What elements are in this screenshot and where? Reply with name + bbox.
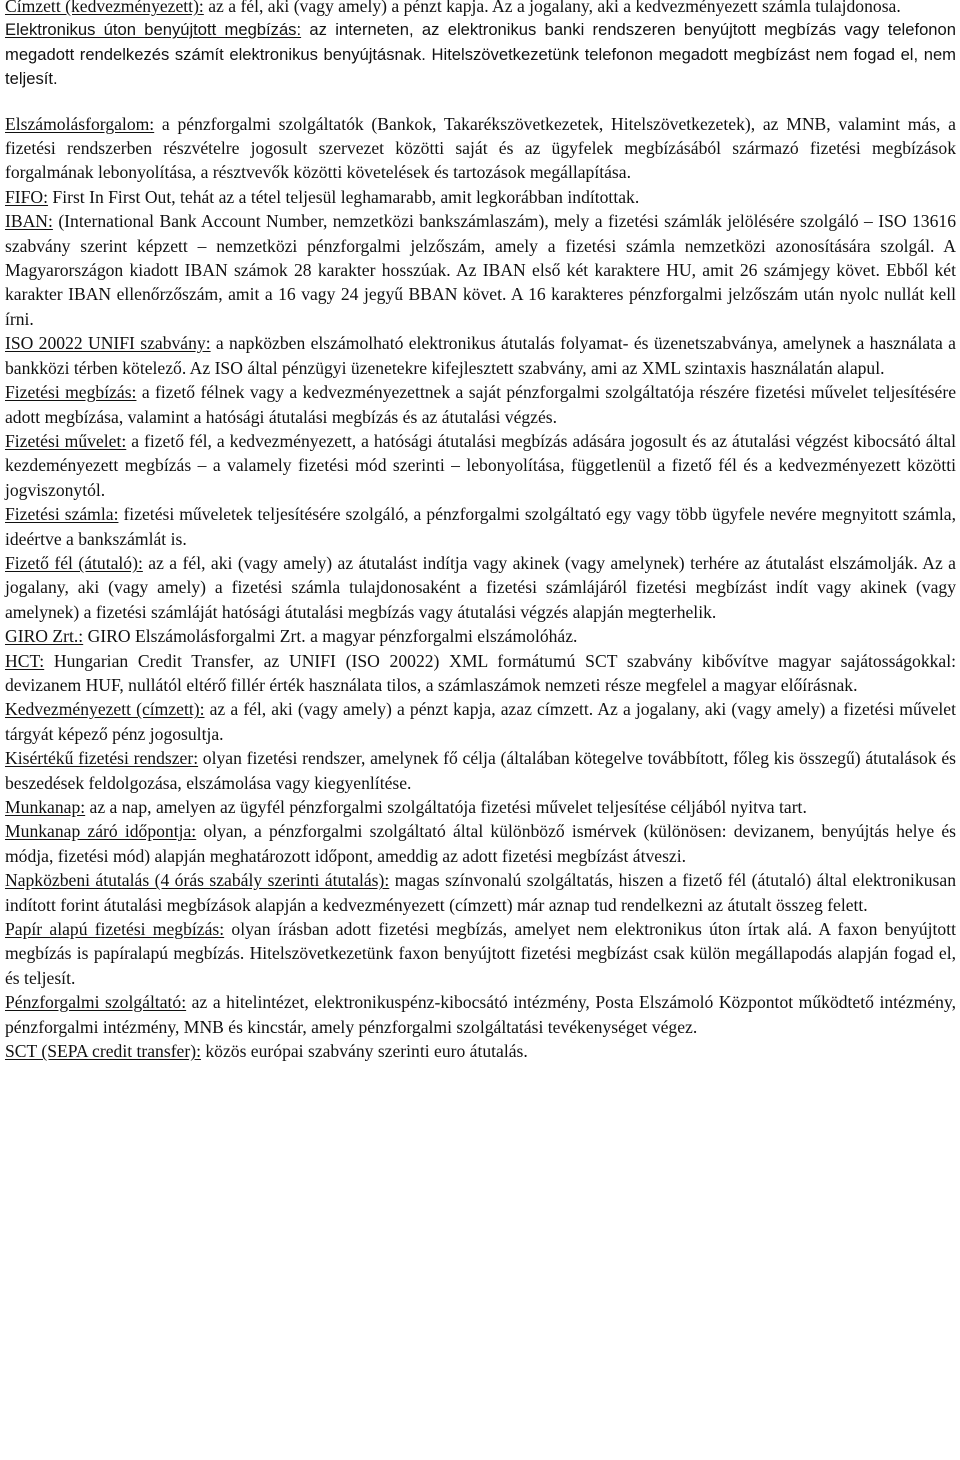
glossary-term: Elszámolásforgalom:	[5, 113, 155, 134]
glossary-entry-fizetesi-muvelet	[5, 429, 956, 502]
glossary-term: Fizetési művelet:	[5, 430, 127, 451]
glossary-entry-penzforgalmi-szolgaltato	[5, 990, 956, 1039]
glossary-term: Kedvezményezett (címzett):	[5, 699, 205, 720]
glossary-entry-fizeto-fel	[5, 551, 956, 624]
glossary-definition: az a fél, aki (vagy amely) az átutalást indítja vagy akinek (vagy amelynek) terhére az átutalást elszámolják. Az a jogalany, aki (vagy amely) a fizetési számla tulajdonosaként a fizetési számlájáról fizetési megbízást indít vagy akinek (vagy amelynek) a fizetési számláját hatósági átutalási megbízás vagy átutalási végzés alapján megterhelik.	[5, 552, 956, 622]
glossary-entry-fifo	[5, 185, 956, 209]
glossary-definition: az a nap, amelyen az ügyfél pénzforgalmi szolgáltatója fizetési művelet teljesítése céljából nyitva tart.	[85, 797, 807, 817]
glossary-entry-iso-20022	[5, 331, 956, 380]
glossary-definition: First In First Out, tehát az a tétel teljesül leghamarabb, amit legkorábban indítottak.	[48, 186, 640, 207]
glossary-definition: közös európai szabvány szerinti euro átutalás.	[200, 1041, 528, 1062]
glossary-entry-elektronikus-megbizas	[5, 18, 956, 91]
glossary-entry-hct	[5, 649, 956, 698]
glossary-term: ISO 20022 UNIFI szabvány:	[5, 333, 211, 354]
glossary-term: Pénzforgalmi szolgáltató:	[5, 992, 187, 1013]
glossary-definition: az a hitelintézet, elektronikuspénz-kibocsátó intézmény, Posta Elszámoló Központot működtető intézmény, pénzforgalmi intézmény, MNB és kincstár, amely pénzforgalmi szolgáltatási tevékenységet végez.	[5, 992, 957, 1037]
glossary-term: Munkanap:	[5, 797, 86, 817]
glossary-entry-papir-alapu-megbizas	[5, 917, 956, 990]
glossary-definition: az a fél, aki (vagy amely) a pénzt kapja, azaz címzett. Az a jogalany, aki (vagy amely) a fizetési művelet tárgyát képező pénz jogosultja.	[5, 699, 956, 744]
glossary-definition: a pénzforgalmi szolgáltatók (Bankok, Takarékszövetkezetek, Hitelszövetkezetek), az MNB, valamint más, a fizetési rendszerben részvételre jogosult szervezet közötti saját és az ügyfelek megbízásából származó fizetési megbízások forgalmának lebonyolítása, a résztvevők közötti követelések és tartozások megállapítása.	[5, 113, 956, 183]
glossary-definition: magas színvonalú szolgáltatás, hiszen a fizető fél (átutaló) által elektronikusan indított forint átutalási megbízások alapján a kedvezményezett (címzett) már aznap tud rendelkezni az átutalt összeg felett.	[5, 870, 956, 915]
glossary-term: FIFO:	[5, 186, 49, 207]
glossary-definition: olyan, a pénzforgalmi szolgáltató által különböző ismérvek (különösen: devizanem, benyújtás helye és módja, fizetési mód) alapján meghatározott időpont, ameddig az adott fizetési megbízást átveszi.	[5, 821, 956, 866]
glossary-entry-kisierteku-rendszer	[5, 746, 956, 795]
glossary-definition: (International Bank Account Number, nemzetközi bankszámlaszám), mely a fizetési számlák jelölésére szolgáló – ISO 13616 szabvány szerint képzett – nemzetközi pénzforgalmi jelzőszám, amely a fizetési számla nemzetközi azonosítására szolgál. A Magyarországon kiadott IBAN számok 28 karakter hosszúak. Az IBAN első két karaktere HU, amit 26 számjegy követ. Ebből két karakter IBAN ellenőrzőszám, amit a 16 vagy 24 jegyű BBAN követ. A 16 karakteres pénzforgalmi jelzőszám után nyolc nullát kell írni.	[5, 211, 956, 329]
glossary-definition: fizetési műveletek teljesítésére szolgáló, a pénzforgalmi szolgáltató egy vagy több ügyfele nevére megnyitott számla, ideértve a bankszámlát is.	[5, 504, 956, 549]
glossary-term: Elektronikus úton benyújtott megbízás:	[5, 20, 302, 40]
glossary-term: Kisértékű fizetési rendszer:	[5, 748, 199, 769]
glossary-entry-cimzett	[5, 0, 956, 18]
glossary-term: Munkanap záró időpontja:	[5, 821, 197, 842]
glossary-definition: olyan írásban adott fizetési megbízás, amelyet nem elektronikus úton írtak alá. A faxon benyújtott megbízás is papíralapú megbízás. Hitelszövetkezetünk faxon benyújtott fizetési megbízást csak külön megállapodás alapján fogad el, és teljesít.	[5, 919, 956, 988]
glossary-entry-fizetesi-megbizas	[5, 380, 956, 429]
glossary-entry-napkozbeni-atutalas	[5, 868, 956, 917]
glossary-entry-iban	[5, 209, 956, 331]
glossary-definition: az interneten, az elektronikus banki rendszeren benyújtott megbízás vagy telefonon megadott rendelkezés számít elektronikus benyújtásnak. Hitelszövetkezetünk telefonon megadott megbízást nem fogad el, nem teljesít.	[5, 20, 956, 89]
glossary-term: Fizető fél (átutaló):	[5, 552, 143, 573]
glossary-term: Fizetési számla:	[5, 504, 119, 525]
glossary-term: Papír alapú fizetési megbízás:	[5, 919, 225, 940]
glossary-definition: GIRO Elszámolásforgalmi Zrt. a magyar pénzforgalmi elszámolóház.	[83, 626, 578, 647]
glossary-term: Napközbeni átutalás (4 órás szabály szerinti átutalás):	[5, 870, 390, 891]
glossary-entry-fizetesi-szamla	[5, 502, 956, 551]
glossary-entry-kedvezmenyezett	[5, 697, 956, 746]
glossary-entry-sct	[5, 1039, 956, 1063]
glossary-term: GIRO Zrt.:	[5, 626, 84, 647]
glossary-term: IBAN:	[5, 211, 53, 232]
glossary-entry-munkanap	[5, 795, 956, 819]
glossary-definition: a fizető fél, a kedvezményezett, a hatósági átutalási megbízás adására jogosult és az átutalási végzést kibocsátó által kezdeményezett megbízás – a valamely fizetési mód szerinti – lebonyolítása, függetlenül a fizető fél és a kedvezményezett közötti jogviszonytól.	[5, 430, 956, 500]
glossary-entry-munkanap-zaro-idopont	[5, 819, 956, 868]
glossary-term: Fizetési megbízás:	[5, 382, 137, 403]
glossary-definition: a napközben elszámolható elektronikus átutalás folyamat- és üzenetszabványa, amelynek a használata a bankközi térben kötelező. Az ISO által pénzügyi üzenetekre kifejlesztett szabvány, ami az XML szintaxis használatán alapul.	[5, 333, 956, 378]
glossary-term: Címzett (kedvezményezett):	[5, 0, 204, 16]
glossary-entry-elszamolasforgalom	[5, 112, 956, 185]
glossary-definition: a fizető félnek vagy a kedvezményezettnek a saját pénzforgalmi szolgáltatója részére fizetési művelet teljesítésére adott megbízása, valamint a hatósági átutalási megbízás és az átutalási végzés.	[5, 382, 956, 427]
glossary-entry-giro	[5, 624, 956, 648]
glossary-definition: olyan fizetési rendszer, amelynek fő célja (általában kötegelve továbbított, főleg kis összegű) átutalások és beszedések feldolgozása, elszámolása vagy kiegyenlítése.	[5, 748, 957, 793]
glossary-document	[5, 0, 956, 1063]
glossary-definition: Hungarian Credit Transfer, az UNIFI (ISO 20022) XML formátumú SCT szabvány kibővítve magyar sajátosságokkal: devizanem HUF, nullától eltérő fillér érték használata tilos, a számlaszámok nemzeti része megfelel a magyar előírásnak.	[5, 650, 956, 695]
glossary-term: SCT (SEPA credit transfer):	[5, 1041, 201, 1062]
glossary-term: HCT:	[5, 650, 45, 671]
glossary-definition: az a fél, aki (vagy amely) a pénzt kapja. Az a jogalany, aki a kedvezményezett számla tulajdonosa.	[203, 0, 901, 16]
